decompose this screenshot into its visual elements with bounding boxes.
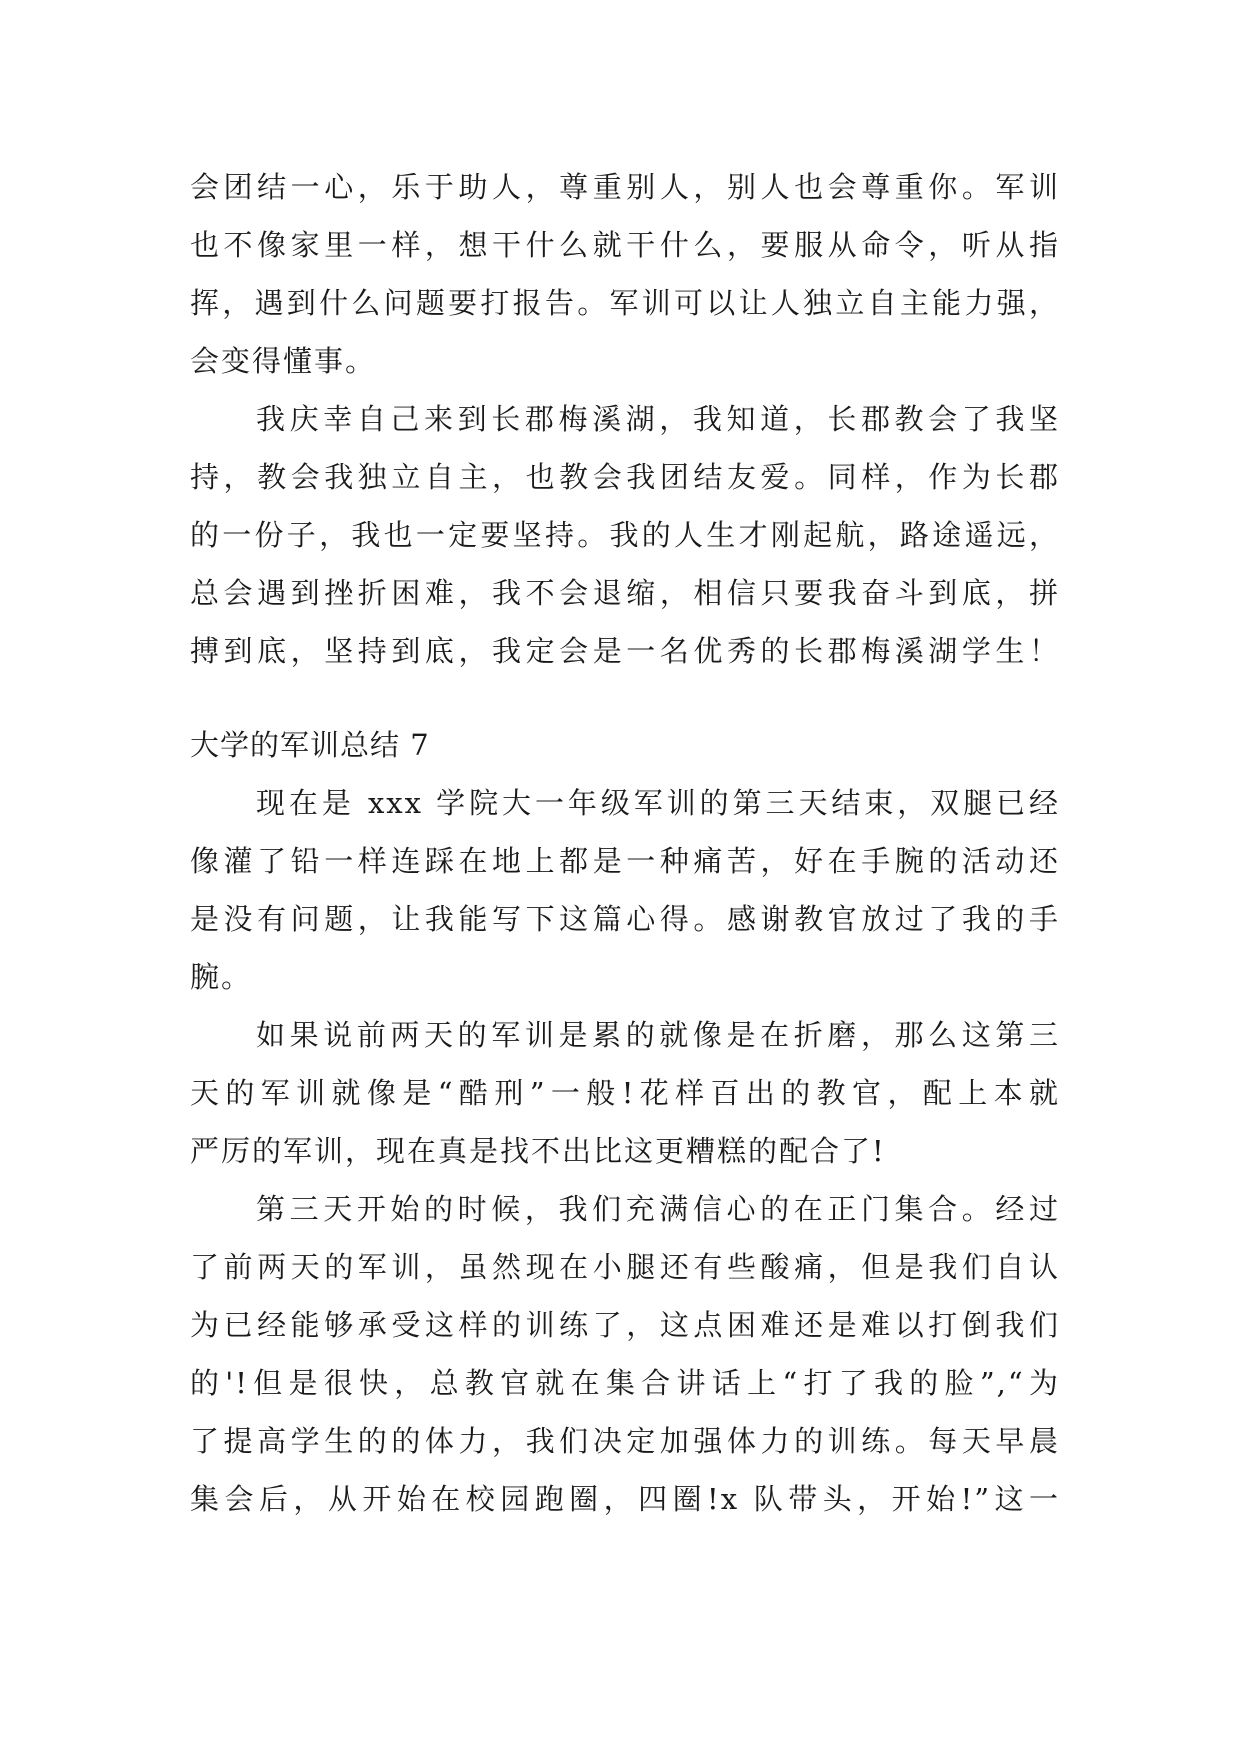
text-line: 如果说前两天的军训是累的就像是在折磨，那么这第三 <box>256 1018 1060 1052</box>
text-line: 会团结一心，乐于助人，尊重别人，别人也会尊重你。军训 <box>190 170 1060 204</box>
text-line: 的'!但是很快，总教官就在集合讲话上“打了我的脸”,“为 <box>190 1366 1060 1400</box>
text-line: 挥，遇到什么问题要打报告。军训可以让人独立自主能力强， <box>190 286 1060 320</box>
document-body <box>190 158 1060 1528</box>
text-line: 为已经能够承受这样的训练了，这点困难还是难以打倒我们 <box>190 1308 1060 1342</box>
text-line: 持，教会我独立自主，也教会我团结友爱。同样，作为长郡 <box>190 460 1060 494</box>
text-line: 总会遇到挫折困难，我不会退缩，相信只要我奋斗到底，拼 <box>190 576 1060 610</box>
paragraph-assembly <box>190 1180 1060 1528</box>
text-line: 会变得懂事。 <box>190 344 377 378</box>
text-line: 像灌了铅一样连踩在地上都是一种痛苦，好在手腕的活动还 <box>190 844 1060 878</box>
text-line: 了前两天的军训，虽然现在小腿还有些酸痛，但是我们自认 <box>190 1250 1060 1284</box>
text-line: 我庆幸自己来到长郡梅溪湖，我知道，长郡教会了我坚 <box>256 402 1060 436</box>
text-line: 了提高学生的的体力，我们决定加强体力的训练。每天早晨 <box>190 1424 1060 1458</box>
text-line: 腕。 <box>190 960 253 994</box>
text-line: 天的军训就像是“酷刑”一般!花样百出的教官，配上本就 <box>190 1076 1060 1110</box>
text-line: 的一份子，我也一定要坚持。我的人生才刚起航，路途遥远， <box>190 518 1060 552</box>
text-line: 搏到底，坚持到底，我定会是一名优秀的长郡梅溪湖学生！ <box>190 634 1060 668</box>
text-line: 是没有问题，让我能写下这篇心得。感谢教官放过了我的手 <box>190 902 1060 936</box>
paragraph-continued <box>190 158 1060 390</box>
paragraph-day3 <box>190 774 1060 1006</box>
section-heading: 大学的军训总结 7 <box>190 728 430 762</box>
text-line: 也不像家里一样，想干什么就干什么，要服从命令，听从指 <box>190 228 1060 262</box>
paragraph-school <box>190 390 1060 680</box>
section-gap <box>190 680 1060 716</box>
paragraph-torture <box>190 1006 1060 1180</box>
text-line: 集会后，从开始在校园跑圈，四圈!x 队带头，开始!”这一 <box>190 1482 1060 1516</box>
text-line: 严厉的军训，现在真是找不出比这更糟糕的配合了! <box>190 1134 886 1168</box>
text-line: 现在是 xxx 学院大一年级军训的第三天结束，双腿已经 <box>256 786 1060 820</box>
text-line: 第三天开始的时候，我们充满信心的在正门集合。经过 <box>256 1192 1060 1226</box>
